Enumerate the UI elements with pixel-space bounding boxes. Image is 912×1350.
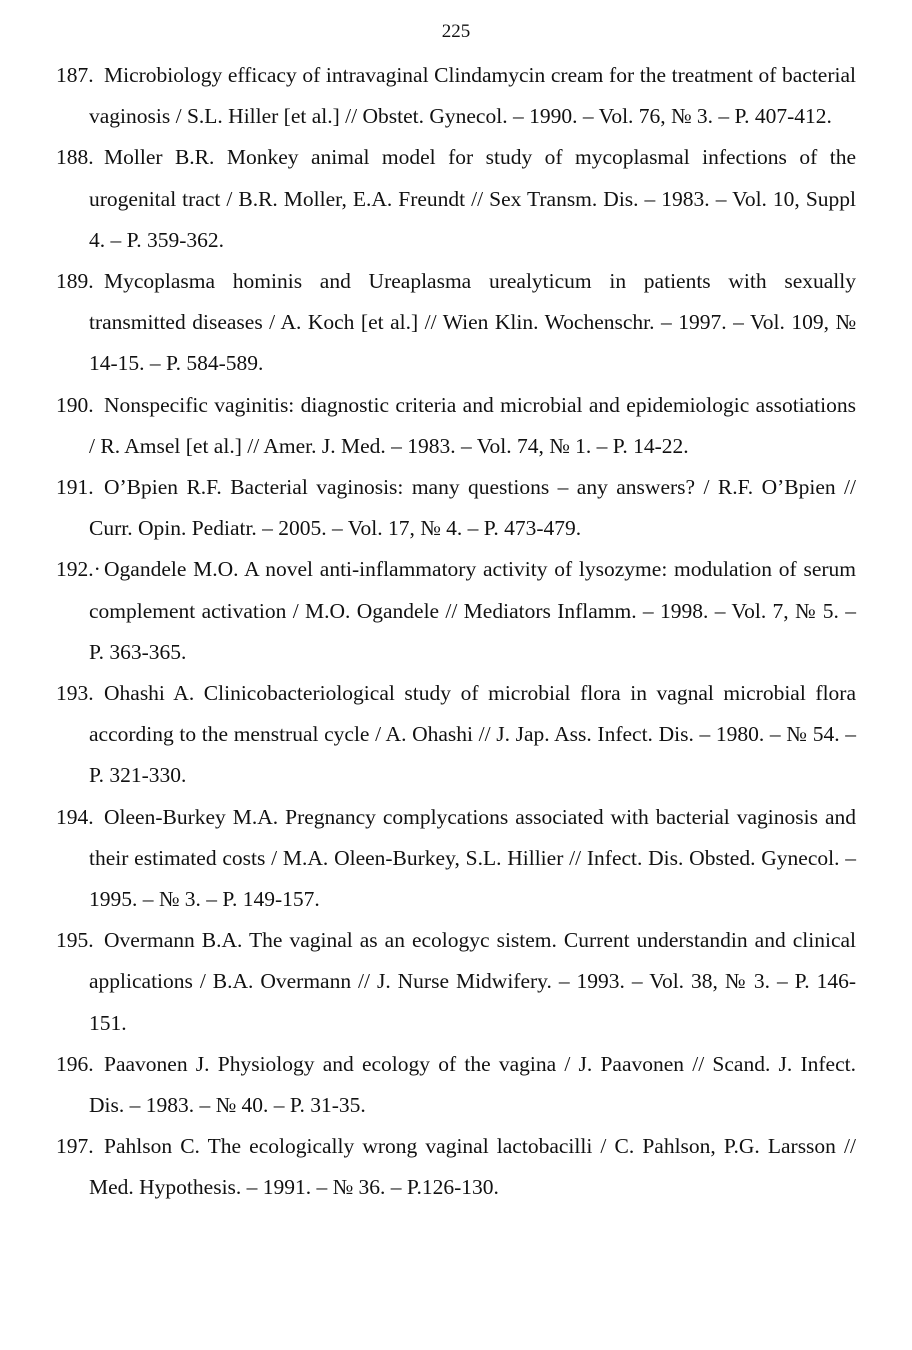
reference-number: 190. <box>56 392 94 417</box>
reference-number: 197. <box>56 1134 94 1159</box>
reference-item <box>56 549 856 673</box>
page-number: 225 <box>441 21 471 42</box>
reference-item <box>56 797 856 921</box>
reference-item <box>56 673 856 797</box>
reference-number: 194. <box>56 804 94 829</box>
reference-text: Nonspecific vaginitis: diagnostic criteria and microbial and epidemiologic assotiations / R. Amsel [et al.] // Amer. J. Med. – 1983. – Vol. 74, № 1. – P. 14-22. <box>89 392 856 458</box>
reference-item <box>56 55 856 137</box>
reference-item <box>56 920 856 1044</box>
reference-item <box>56 467 856 549</box>
reference-text: Overmann B.A. The vaginal as an ecologyc sistem. Current understandin and clinical applications / B.A. Overmann // J. Nurse Midwifery. – 1993. – Vol. 38, № 3. – P. 146-151. <box>89 928 856 1035</box>
reference-text: Moller B.R. Monkey animal model for study of mycoplasmal infections of the urogenital tract / B.R. Moller, E.A. Freundt // Sex Transm. Dis. – 1983. – Vol. 10, Suppl 4. – P. 359-362. <box>89 145 856 252</box>
reference-number: 191. <box>56 475 94 500</box>
reference-item <box>56 1126 856 1208</box>
reference-text: Ohashi A. Clinicobacteriological study of microbial flora in vagnal microbial flora according to the menstrual cycle / A. Ohashi // J. Jap. Ass. Infect. Dis. – 1980. – № 54. – P. 321-330. <box>89 681 856 788</box>
reference-list <box>56 55 856 1209</box>
reference-text: Paavonen J. Physiology and ecology of the vagina / J. Paavonen // Scand. J. Infect. Dis. – 1983. – № 40. – P. 31-35. <box>89 1051 856 1118</box>
reference-text: O’Bpien R.F. Bacterial vaginosis: many questions – any answers? / R.F. O’Bpien // Curr. Opin. Pediatr. – 2005. – Vol. 17, № 4. – P. 473-479. <box>89 475 856 541</box>
reference-text: Mycoplasma hominis and Ureaplasma urealyticum in patients with sexually transmitted diseases / A. Koch [et al.] // Wien Klin. Wochenschr. – 1997. – Vol. 109, № 14-15. – P. 584-589. <box>89 269 856 376</box>
reference-item <box>56 137 856 261</box>
reference-text: Pahlson C. The ecologically wrong vaginal lactobacilli / C. Pahlson, P.G. Larsson // Med. Hypothesis. – 1991. – № 36. – P.126-130. <box>89 1134 856 1200</box>
reference-number: 187. <box>56 63 94 87</box>
reference-text: Oleen-Burkey M.A. Pregnancy complycations associated with bacterial vaginosis and their estimated costs / M.A. Oleen-Burkey, S.L. Hillier // Infect. Dis. Obsted. Gynecol. – 1995. – № 3. – P. 149-157. <box>89 804 856 912</box>
reference-number: 195. <box>56 928 94 953</box>
reference-text: Ogandele M.O. A novel anti-inflammatory activity of lysozyme: modulation of serum complement activation / M.O. Ogandele // Mediators Inflamm. – 1998. – Vol. 7, № 5. – P. 363-365. <box>89 557 856 664</box>
reference-text: Microbiology efficacy of intravaginal Clindamycin cream for the treatment of bacterial vaginosis / S.L. Hiller [et al.] // Obstet. Gynecol. – 1990. – Vol. 76, № 3. – P. 407-412. <box>89 63 856 129</box>
reference-number: 188. <box>56 145 94 170</box>
reference-number: 189. <box>56 269 94 294</box>
reference-number: 193. <box>56 681 94 706</box>
reference-item <box>56 261 856 385</box>
reference-number: 192.· <box>56 557 101 582</box>
reference-item <box>56 385 856 467</box>
reference-item <box>56 1044 856 1126</box>
reference-number: 196. <box>56 1051 94 1076</box>
